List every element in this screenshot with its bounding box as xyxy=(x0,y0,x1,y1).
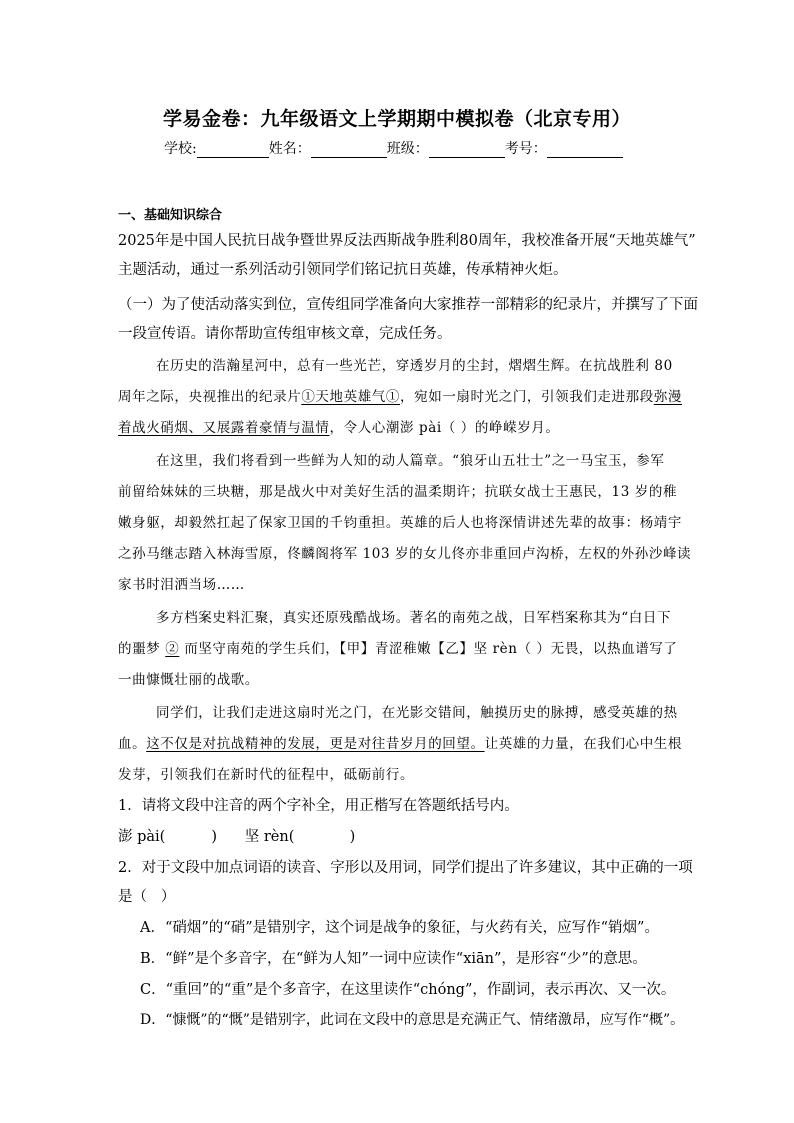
text-span: 周年之际，央视推出的纪录片 xyxy=(118,389,302,405)
passage-p4-line-1: 同学们，让我们走进这扇时光之门，在光影交错间，触摸历史的脉搏，感受英雄的热 xyxy=(156,705,678,721)
passage-p3-line-3: 一曲慷慨壮丽的战歌。 xyxy=(118,672,259,688)
passage-p2-line-1: 在这里，我们将看到一些鲜为人知的动人篇章。“狼牙山五壮士”之一马宝玉，参军 xyxy=(156,453,665,469)
class-blank[interactable] xyxy=(429,143,505,158)
text-span: 而坚守南苑的学生兵们，【甲】青涩稚嫩【乙】坚 rèn（ ）无畏，以热血谱写了 xyxy=(184,641,678,657)
text-span: 的噩梦 xyxy=(118,641,161,657)
question-1-fill[interactable]: 澎 pài( ) 坚 rèn( ) xyxy=(118,829,356,845)
option-b[interactable]: B．“鲜”是个多音字，在“鲜为人知”一词中应读作“xiān”，是形容“少”的意思。 xyxy=(140,951,647,967)
exam-no-label: 考号： xyxy=(504,141,547,157)
text-span: ，宛如一扇时光之门，引领我们走进那段 xyxy=(400,389,654,405)
passage-p3-line-2 xyxy=(118,637,678,657)
section-heading: 一、基础知识综合 xyxy=(118,208,223,223)
text-span: 让英雄的力量，在我们心中生根 xyxy=(484,736,683,752)
page-title: 学易金卷：九年级语文上学期期中模拟卷（北京专用） xyxy=(162,108,631,130)
passage-p2-line-3: 嫩身躯，却毅然扛起了保家卫国的千钧重担。英雄的后人也将深情讲述先辈的故事：杨靖宇 xyxy=(118,515,682,531)
intro-line-2: 主题活动，通过一系列活动引领同学们铭记抗日英雄，传承精神火炬。 xyxy=(118,262,568,278)
passage-p1-line-1: 在历史的浩瀚星河中，总有一些光芒，穿透岁月的尘封，熠熠生辉。在抗战胜利 80 xyxy=(156,358,673,374)
student-info-row xyxy=(164,138,644,158)
task-line-1: （一）为了使活动落实到位，宣传组同学准备向大家推荐一部精彩的纪录片，并撰写了下面 xyxy=(118,297,698,313)
exam-no-blank[interactable] xyxy=(547,143,623,158)
question-2-line-2: 是（ ） xyxy=(118,889,176,905)
underlined-phrase: 弥漫 xyxy=(653,389,683,405)
passage-p1-line-2 xyxy=(118,385,682,405)
underlined-sentence: 这不仅是对抗战精神的发展，更是对往昔岁月的回望。 xyxy=(146,736,485,752)
passage-p4-line-3: 发芽，引领我们在新时代的征程中，砥砺前行。 xyxy=(118,767,415,783)
school-blank[interactable] xyxy=(197,143,269,158)
passage-p3-line-1: 多方档案史料汇聚，真实还原残酷战场。著名的南苑之战，日军档案称其为“白日下 xyxy=(156,610,672,626)
option-a[interactable]: A．“硝烟”的“硝”是错别字，这个词是战争的象征，与火药有关，应写作“销烟”。 xyxy=(140,920,659,936)
passage-p1-line-3 xyxy=(118,416,560,436)
underlined-phrase: 着战火硝烟、又展露着豪情与温情 xyxy=(118,420,330,436)
text-span: ，令人心潮澎 pài（ ）的峥嵘岁月。 xyxy=(329,420,560,436)
intro-line-1: 2025年是中国人民抗日战争暨世界反法西斯战争胜利80周年，我校准备开展“天地英雄气” xyxy=(118,233,696,249)
underlined-title: ①天地英雄气① xyxy=(301,389,401,405)
question-1: 1．请将文段中注音的两个字补全，用正楷写在答题纸括号内。 xyxy=(118,798,519,814)
passage-p2-line-5: 家书时泪洒当场…… xyxy=(118,577,245,593)
question-2-line-1: 2．对于文段中加点词语的读音、字形以及用词，同学们提出了许多建议，其中正确的一项 xyxy=(118,860,693,876)
text-span: 血。 xyxy=(118,736,147,752)
passage-p2-line-4: 之孙马继志踏入林海雪原，佟麟阁将军 103 岁的女儿佟亦非重回卢沟桥，左权的外孙沙峰读 xyxy=(118,546,692,562)
school-label: 学校: xyxy=(164,141,197,157)
blank-marker: ② xyxy=(165,641,180,657)
name-label: 姓名： xyxy=(268,141,311,157)
passage-p2-line-2: 前留给妹妹的三块糖，那是战火中对美好生活的温柔期许；抗联女战士王惠民，13 岁的稚 xyxy=(118,484,678,500)
task-line-2: 一段宣传语。请你帮助宣传组审核文章，完成任务。 xyxy=(118,326,452,342)
passage-p4-line-2 xyxy=(118,732,682,752)
option-c[interactable]: C．“重回”的“重”是个多音字，在这里读作“chóng”，作副词，表示再次、又一次。 xyxy=(140,982,676,998)
option-d[interactable]: D．“慷慨”的“慨”是错别字，此词在文段中的意思是充满正气、情绪激昂，应写作“概”。 xyxy=(140,1012,685,1028)
name-blank[interactable] xyxy=(311,143,387,158)
class-label: 班级： xyxy=(386,141,429,157)
